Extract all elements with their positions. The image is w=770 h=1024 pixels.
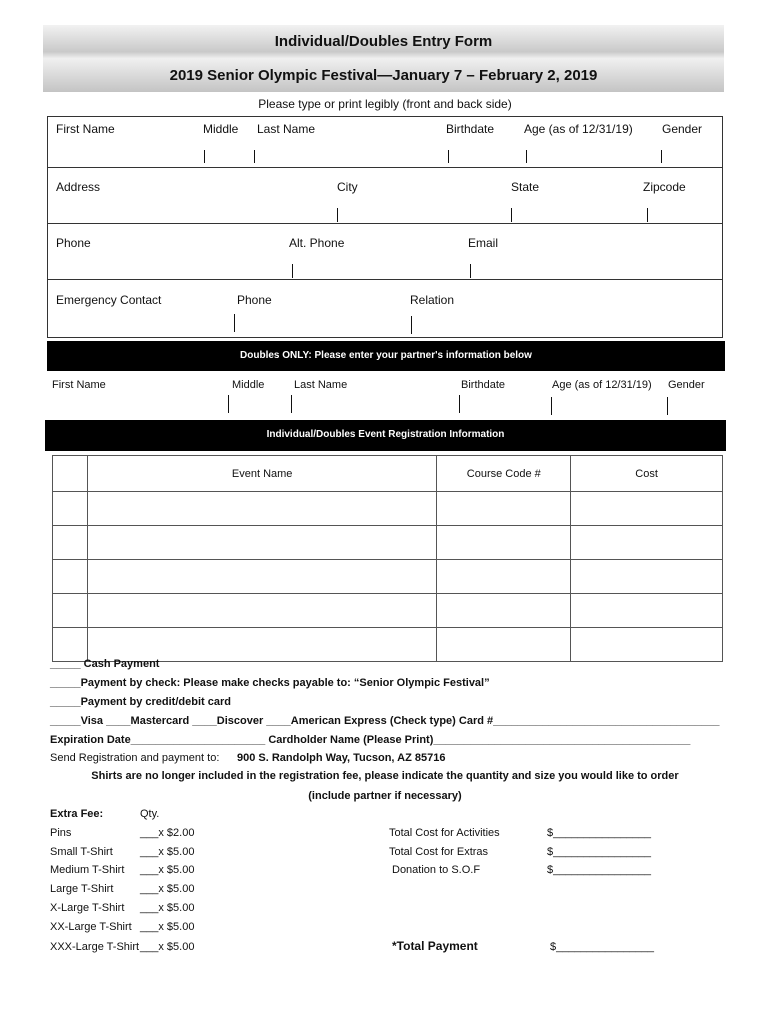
donation-label: Donation to S.O.F <box>392 864 481 876</box>
partner-first-name-label: First Name <box>52 379 106 391</box>
card-payment-line: _____Payment by credit/debit card <box>50 696 231 708</box>
events-table <box>52 455 723 662</box>
field-separator <box>551 397 552 415</box>
field-separator <box>470 264 471 278</box>
row-number-cell[interactable] <box>53 628 88 662</box>
qty-label: Qty. <box>140 808 160 820</box>
send-address: 900 S. Randolph Way, Tucson, AZ 85716 <box>237 752 446 764</box>
field-separator <box>337 208 338 222</box>
course-code-cell[interactable] <box>437 560 571 594</box>
field-separator <box>661 150 662 163</box>
zipcode-label: Zipcode <box>643 180 686 194</box>
row-number-cell[interactable] <box>53 492 88 526</box>
shirts-note: Shirts are no longer included in the registration fee, please indicate the quantity and size you would like to order <box>91 770 679 782</box>
total-payment-blank[interactable]: $________________ <box>550 941 655 953</box>
form-header <box>43 25 724 92</box>
cost-cell[interactable] <box>571 628 723 662</box>
extra-item-name: X-Large T-Shirt <box>50 902 125 914</box>
table-row[interactable] <box>53 526 723 560</box>
event-name-cell[interactable] <box>87 526 436 560</box>
event-name-cell[interactable] <box>87 492 436 526</box>
row-number-header <box>53 456 88 492</box>
extra-item-price: ___x $5.00 <box>140 883 195 895</box>
table-row[interactable] <box>53 628 723 662</box>
field-separator <box>647 208 648 222</box>
course-code-cell[interactable] <box>437 492 571 526</box>
expiration-line: Expiration Date______________________ Cardholder Name (Please Print)__________________________________________ <box>50 734 691 746</box>
partner-birthdate-label: Birthdate <box>461 379 506 391</box>
course-code-cell[interactable] <box>437 594 571 628</box>
partner-last-name-label: Last Name <box>294 379 348 391</box>
total-activities-blank[interactable]: $________________ <box>547 827 652 839</box>
state-label: State <box>511 180 540 194</box>
first-name-label: First Name <box>56 122 115 136</box>
row-number-cell[interactable] <box>53 560 88 594</box>
field-separator <box>511 208 512 222</box>
doubles-banner: Doubles ONLY: Please enter your partner's information below <box>47 341 725 371</box>
field-separator <box>459 395 460 413</box>
field-separator <box>667 397 668 415</box>
table-row[interactable] <box>53 560 723 594</box>
row-number-cell[interactable] <box>53 526 88 560</box>
alt-phone-label: Alt. Phone <box>289 236 345 250</box>
partner-gender-label: Gender <box>668 379 705 391</box>
instructions: Please type or print legibly (front and back side) <box>258 97 512 111</box>
field-separator <box>254 150 255 163</box>
total-extras-label: Total Cost for Extras <box>389 846 489 858</box>
age-label: Age (as of 12/31/19) <box>524 122 633 136</box>
send-registration-label: Send Registration and payment to: <box>50 752 220 764</box>
extra-item-price: ___x $5.00 <box>140 864 195 876</box>
field-separator <box>411 316 412 334</box>
relation-label: Relation <box>410 293 455 307</box>
birthdate-label: Birthdate <box>446 122 495 136</box>
donation-blank[interactable]: $________________ <box>547 864 652 876</box>
phone-label: Phone <box>56 236 91 250</box>
extra-item-price: ___x $5.00 <box>140 941 195 953</box>
middle-label: Middle <box>203 122 239 136</box>
table-row[interactable] <box>53 492 723 526</box>
extra-item-price: ___x $5.00 <box>140 921 195 933</box>
email-label: Email <box>468 236 499 250</box>
extra-item-name: XX-Large T-Shirt <box>50 921 132 933</box>
partner-middle-label: Middle <box>232 379 265 391</box>
cost-cell[interactable] <box>571 560 723 594</box>
address-label: Address <box>56 180 101 194</box>
course-code-cell[interactable] <box>437 628 571 662</box>
card-type-line: _____Visa ____Mastercard ____Discover ____American Express (Check type) Card #_____________________________________ <box>50 715 720 727</box>
emergency-contact-label: Emergency Contact <box>56 293 162 307</box>
field-separator <box>204 150 205 163</box>
event-name-cell[interactable] <box>87 594 436 628</box>
gender-label: Gender <box>662 122 703 136</box>
field-separator <box>228 395 229 413</box>
total-activities-label: Total Cost for Activities <box>389 827 500 839</box>
course-code-header: Course Code # <box>437 456 571 492</box>
table-row[interactable] <box>53 594 723 628</box>
field-separator <box>234 314 235 332</box>
row-number-cell[interactable] <box>53 594 88 628</box>
form-title: Individual/Doubles Entry Form <box>274 33 493 50</box>
city-label: City <box>337 180 358 194</box>
events-banner: Individual/Doubles Event Registration Information <box>45 420 726 451</box>
field-separator <box>448 150 449 163</box>
shirts-note-partner: (include partner if necessary) <box>308 790 462 802</box>
extra-item-name: Medium T-Shirt <box>50 864 125 876</box>
cost-header: Cost <box>571 456 723 492</box>
table-header-row <box>53 456 723 492</box>
check-payment-line: _____Payment by check: Please make checks payable to: “Senior Olympic Festival” <box>50 677 490 689</box>
extra-item-price: ___x $5.00 <box>140 846 195 858</box>
partner-age-label: Age (as of 12/31/19) <box>552 379 652 391</box>
last-name-label: Last Name <box>257 122 316 136</box>
extra-fee-label: Extra Fee: <box>50 808 104 820</box>
cash-payment-line: _____ Cash Payment <box>50 658 160 670</box>
cost-cell[interactable] <box>571 492 723 526</box>
extra-item-name: Pins <box>50 827 72 839</box>
extra-item-name: Large T-Shirt <box>50 883 114 895</box>
field-separator <box>526 150 527 163</box>
extra-item-price: ___x $2.00 <box>140 827 195 839</box>
extra-item-name: Small T-Shirt <box>50 846 113 858</box>
course-code-cell[interactable] <box>437 526 571 560</box>
field-separator <box>292 264 293 278</box>
event-name-cell[interactable] <box>87 560 436 594</box>
event-name-header: Event Name <box>87 456 436 492</box>
extra-item-name: XXX-Large T-Shirt <box>50 941 140 953</box>
extra-item-price: ___x $5.00 <box>140 902 195 914</box>
field-separator <box>291 395 292 413</box>
total-payment-label: *Total Payment <box>392 939 478 953</box>
cost-cell[interactable] <box>571 526 723 560</box>
cost-cell[interactable] <box>571 594 723 628</box>
emergency-phone-label: Phone <box>237 293 272 307</box>
form-subtitle: 2019 Senior Olympic Festival—January 7 – February 2, 2019 <box>169 67 598 84</box>
event-name-cell[interactable] <box>87 628 436 662</box>
total-extras-blank[interactable]: $________________ <box>547 846 652 858</box>
